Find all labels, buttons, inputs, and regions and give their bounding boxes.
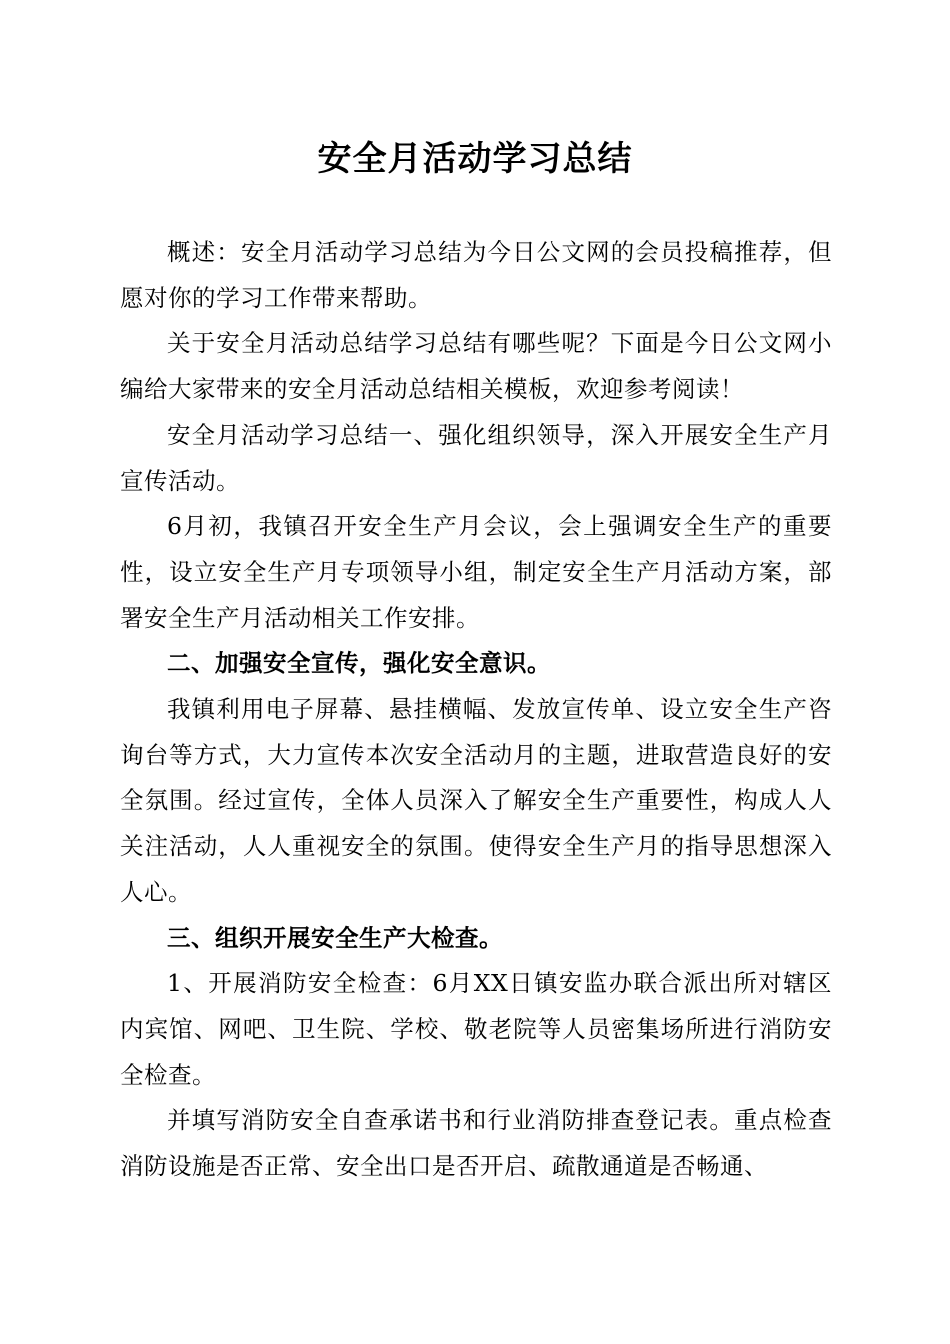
section-heading-three: 三、组织开展安全生产大检查。 (167, 923, 503, 952)
paragraph-overview: 概述：安全月活动学习总结为今日公文网的会员投稿推荐，但愿对你的学习工作带来帮助。 (120, 238, 832, 312)
document-body (120, 230, 832, 1190)
paragraph-fire-check-continued: 并填写消防安全自查承诺书和行业消防排查登记表。重点检查消防设施是否正常、安全出口是否开启、疏散通道是否畅通、 (120, 1106, 832, 1181)
paragraph-publicity: 我镇利用电子屏幕、悬挂横幅、发放宣传单、设立安全生产咨询台等方式，大力宣传本次安全活动月的主题，进取营造良好的安全氛围。经过宣传，全体人员深入了解安全生产重要性，构成人人关注活动，人人重视安全的氛围。使得安全生产月的指导思想深入人心。 (120, 695, 832, 906)
paragraph-fire-check: 1、开展消防安全检查：6月XX日镇安监办联合派出所对辖区内宾馆、网吧、卫生院、学校、敬老院等人员密集场所进行消防安全检查。 (120, 969, 832, 1089)
paragraph-section-one: 安全月活动学习总结一、强化组织领导，深入开展安全生产月宣传活动。 (120, 420, 832, 495)
paragraph-intro: 关于安全月活动总结学习总结有哪些呢？下面是今日公文网小编给大家带来的安全月活动总结相关模板，欢迎参考阅读！ (120, 329, 832, 404)
paragraph-meeting: 6月初，我镇召开安全生产月会议，会上强调安全生产的重要性，设立安全生产月专项领导小组，制定安全生产月活动方案，部署安全生产月活动相关工作安排。 (120, 512, 832, 632)
section-heading-two: 二、加强安全宣传，强化安全意识。 (167, 649, 551, 678)
document-title: 安全月活动学习总结 (317, 139, 633, 179)
